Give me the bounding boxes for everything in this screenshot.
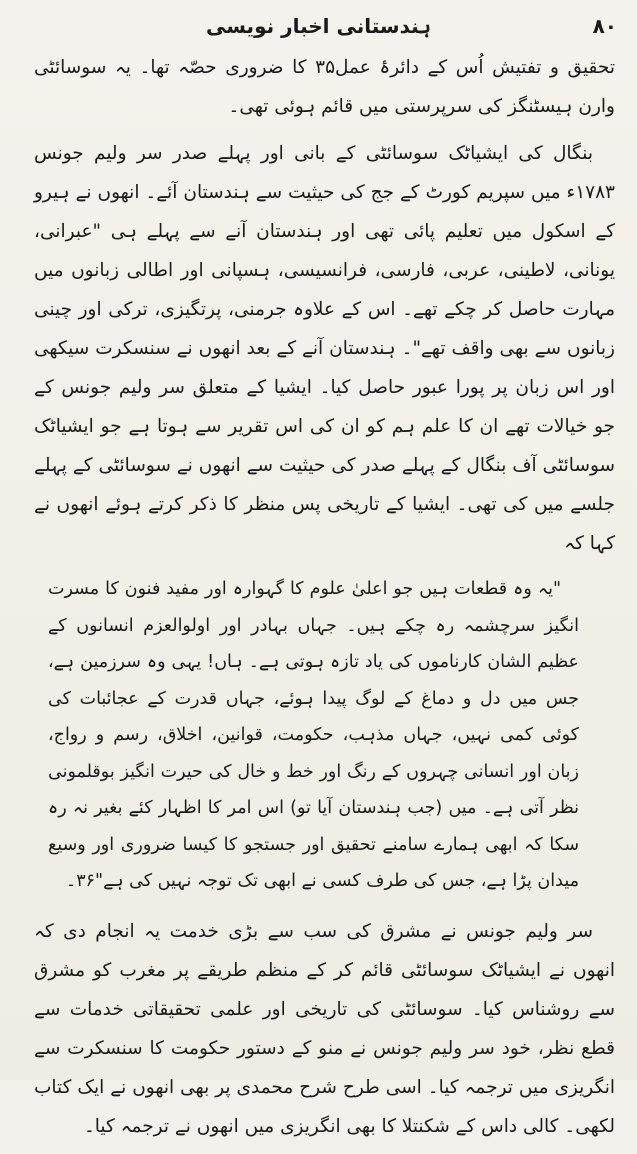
paragraph-2: بنگال کی ایشیاٹک سوسائٹی کے بانی اور پہلے صدر سر ولیم جونس ۱۷۸۳ء میں سپریم کورٹ کے جج کی حیثیت سے ہندستان آئے۔ انھوں نے ہیرو کے اسکول میں تعلیم پائی تھی اور ہندستان آنے سے پہلے ہی "عبرانی، یونانی، لاطینی، عربی، فارسی، فرانسیسی، ہسپانی اور اطالی زبانوں میں مہارت حاصل کر چکے تھے۔ اس کے علاوہ جرمنی، پرتگیزی، ترکی اور چینی زبانوں سے بھی واقف تھے"۔ ہندستان آنے کے بعد انھوں نے سنسکرت سیکھی اور اس زبان پر پورا عبور حاصل کیا۔ ایشیا کے متعلق سر ولیم جونس کے جو خیالات تھے ان کا علم ہم کو ان کی اس تقریر سے ہوتا ہے جو ایشیاٹک سوسائٹی آف بنگال کے پہلے صدر کی حیثیت سے انھوں نے سوسائٹی کے پہلے جلسے میں کی تھی۔ ایشیا کے تاریخی پس منظر کا ذکر کرتے ہوئے انھوں نے کہا کہ xyxy=(34,143,615,554)
paragraph-3: سر ولیم جونس نے مشرق کی سب سے بڑی خدمت یہ انجام دی کہ انھوں نے ایشیاٹک سوسائٹی قائم کر کے منظم طریقے پر مغرب کو مشرق سے روشناس کیا۔ سوسائٹی کی تاریخی اور علمی تحقیقاتی خدمات سے قطع نظر، خود سر ولیم جونس نے منو کے دستور حکومت کا سنسکرت سے انگریزی میں ترجمہ کیا۔ اسی طرح شرح محمدی پر بھی انھوں نے ایک کتاب لکھی۔ کالی داس کے شکنتلا کا بھی انگریزی میں انھوں نے ترجمہ کیا۔ xyxy=(34,920,615,1137)
block-quote: "یہ وہ قطعات ہیں جو اعلیٰ علوم کا گہوارہ اور مفید فنون کا مسرت انگیز سرچشمہ رہ چکے ہیں۔ جہاں بہادر اور اولوالعزم انسانوں کے عظیم الشان کارناموں کی یاد تازہ ہوتی ہے۔ ہاں! یہی وہ سرزمین ہے، جس میں دل و دماغ کے لوگ پیدا ہوئے، جہاں قدرت کے عجائبات کی کوئی کمی نہیں، جہاں مذہب، حکومت، قوانین، اخلاق، رسم و رواج، زبان اور انسانی چہروں کے رنگ اور خط و خال کی حیرت انگیز بوقلمونی نظر آتی ہے۔ میں (جب ہندستان آیا تو) اس امر کا اظہار کئے بغیر نہ رہ سکا کہ ابھی ہمارے سامنے تحقیق اور جستجو کا کیسا ضروری اور وسیع میدان پڑا ہے، جس کی طرف کسی نے ابھی تک توجہ نہیں کی ہے"۳۶۔ xyxy=(48,579,579,891)
paragraph-1: تحقیق و تفتیش اُس کے دائرۂ عمل۳۵ کا ضروری حصّہ تھا۔ یہ سوسائٹی وارن ہیسٹنگز کی سرپرستی میں قائم ہوئی تھی۔ xyxy=(34,57,615,117)
page-body xyxy=(34,48,615,1154)
page-header xyxy=(20,8,617,44)
page-number: ۸۰ xyxy=(592,14,617,38)
running-title: ہندستانی اخبار نویسی xyxy=(205,14,432,38)
